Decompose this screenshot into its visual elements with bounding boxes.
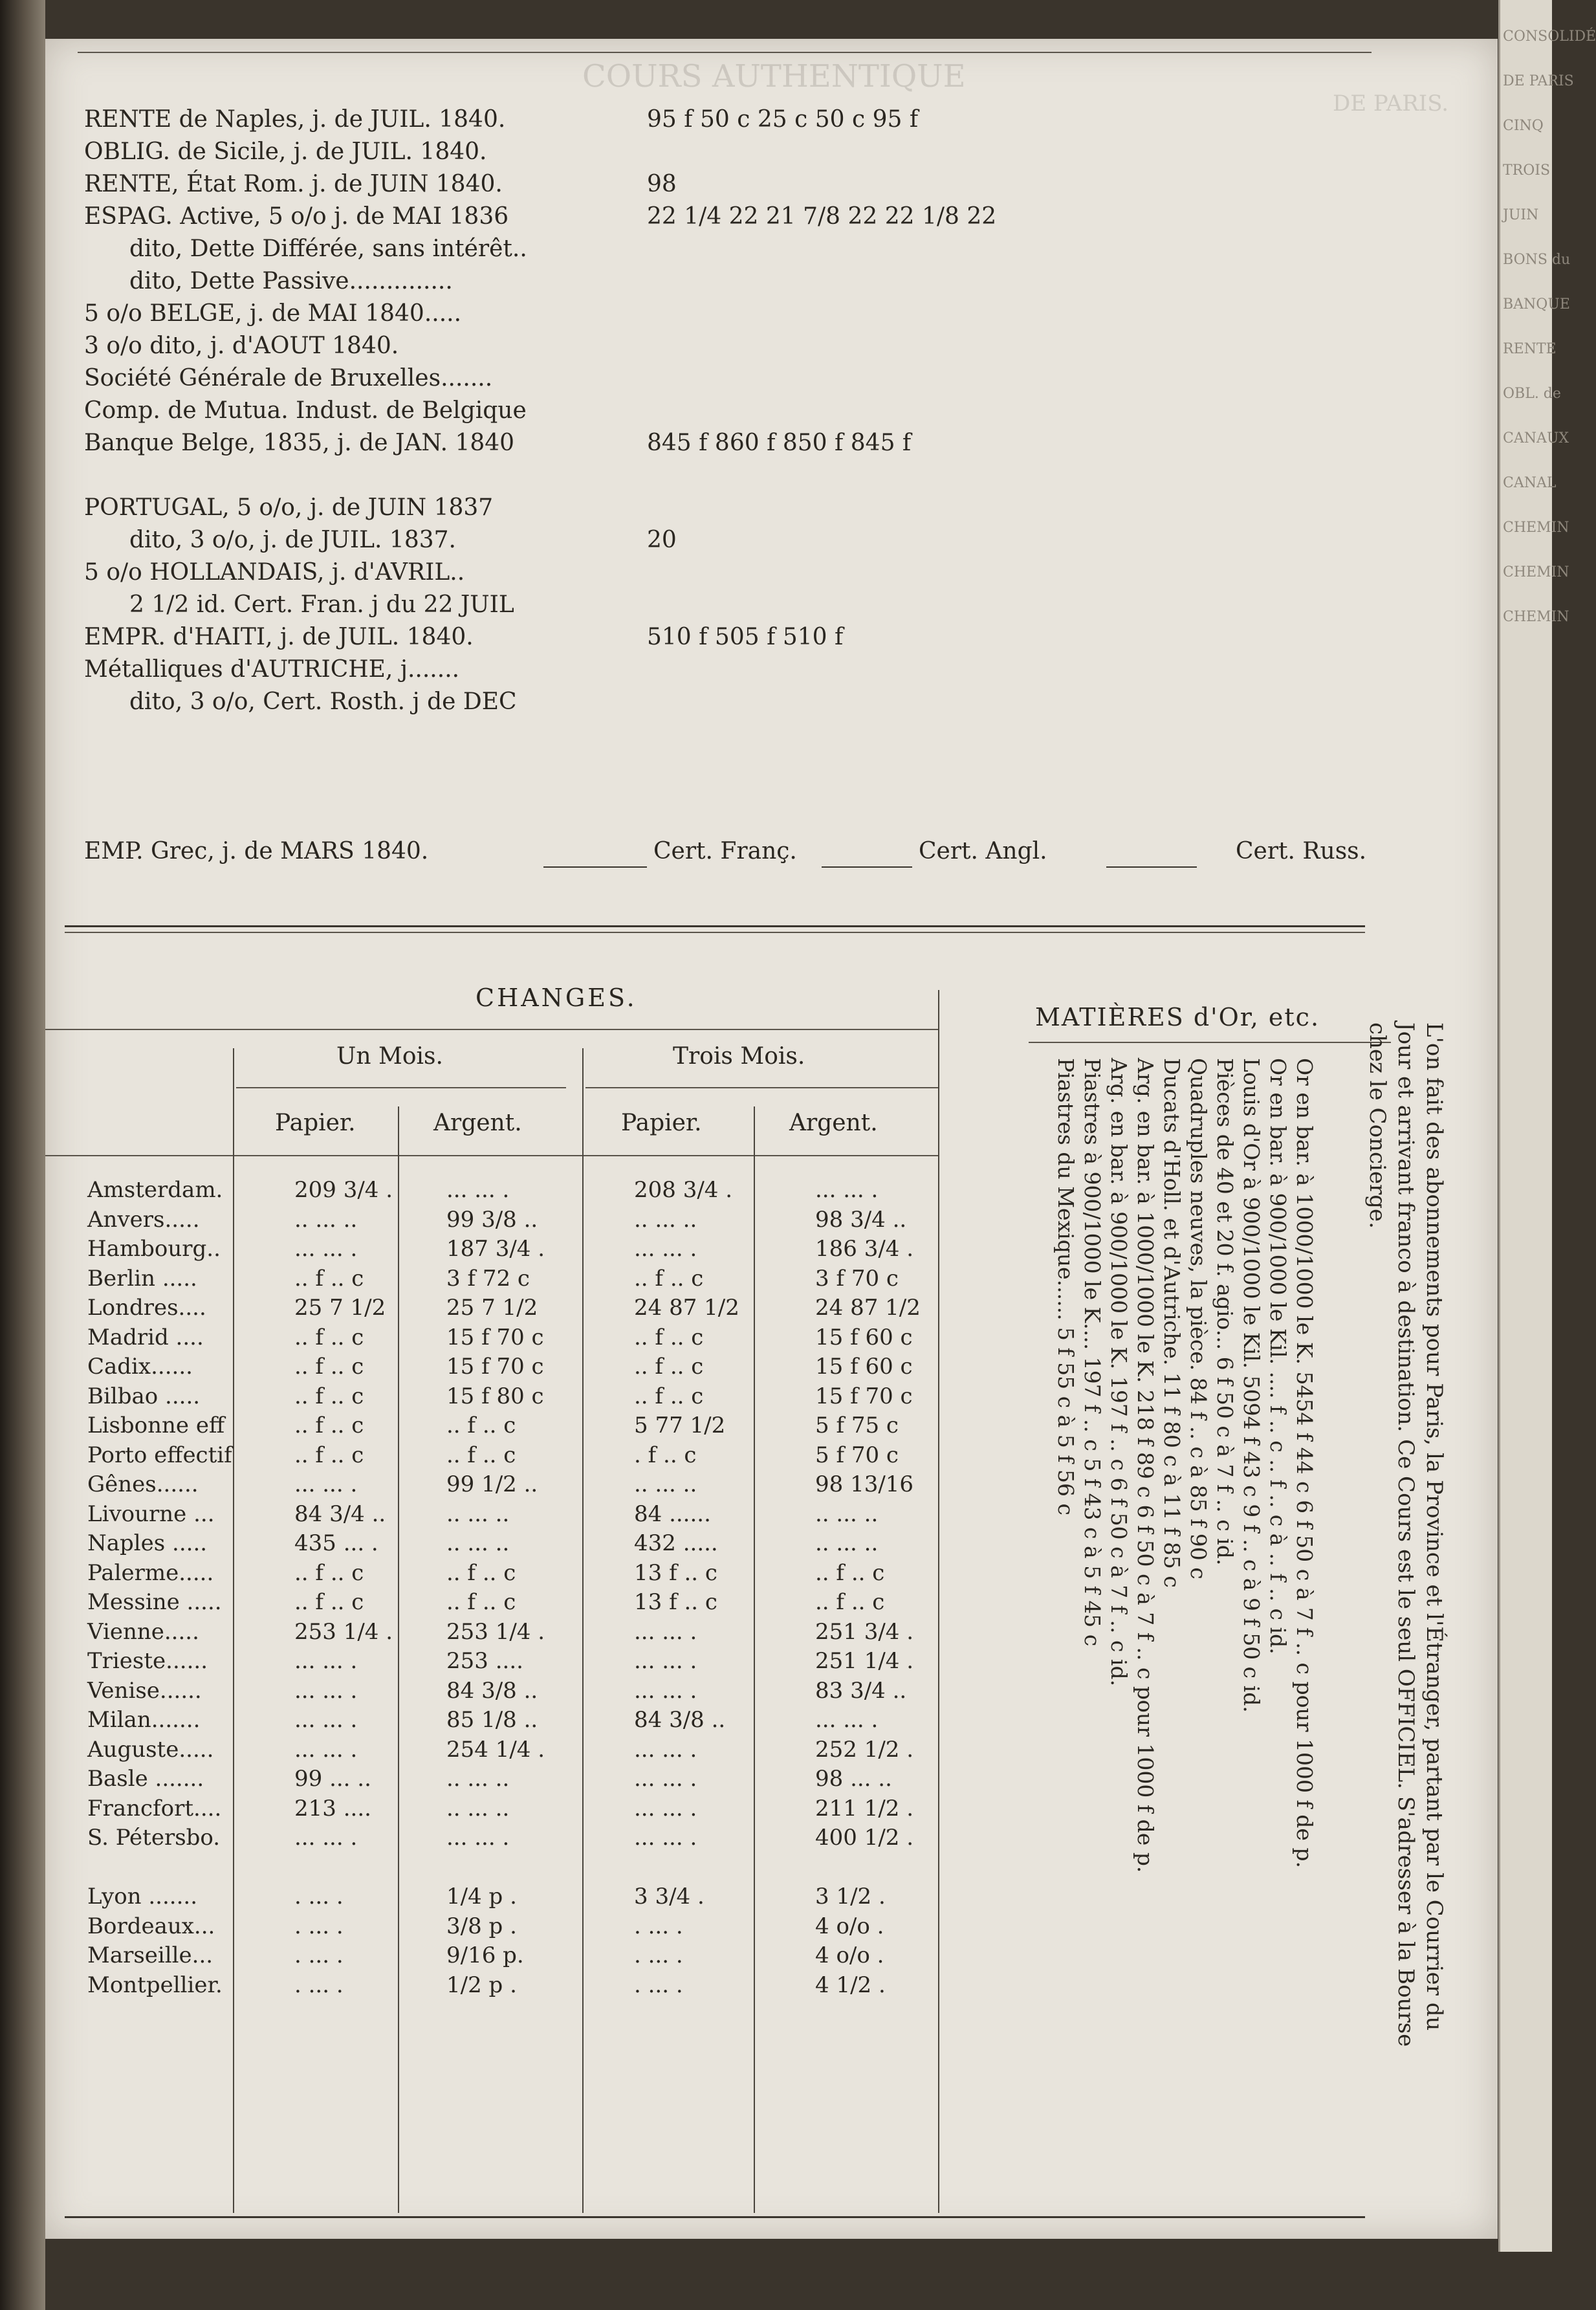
un-mois-papier: .. f .. c (294, 1442, 364, 1468)
subscription-notice: chez le Concierge. (1364, 1022, 1390, 1229)
city-name: Berlin ..... (87, 1265, 197, 1292)
city-name: Vienne..... (87, 1618, 199, 1645)
security-label: 2 1/2 id. Cert. Fran. j du 22 JUIL (129, 591, 514, 618)
exchange-row (45, 1411, 951, 1441)
changes-header-rule (45, 1155, 938, 1156)
un-mois-papier: .. f .. c (294, 1413, 364, 1438)
trois-mois-papier: 24 87 1/2 (634, 1295, 739, 1321)
un-mois-papier: . ... . (294, 1972, 344, 1998)
city-name: Messine ..... (87, 1589, 222, 1615)
security-row (84, 233, 1249, 265)
trois-mois-argent: 3 1/2 . (815, 1884, 886, 1909)
security-label: OBLIG. de Sicile, j. de JUIL. 1840. (84, 138, 487, 165)
city-name: Anvers..... (87, 1206, 200, 1233)
papier-header: Papier. (275, 1110, 356, 1136)
un-mois-argent: .. ... .. (446, 1530, 510, 1556)
exchange-row (45, 1205, 951, 1235)
un-mois-papier: .. f .. c (294, 1354, 364, 1380)
ghost-text: CANAL (1503, 475, 1557, 491)
trois-mois-papier: . ... . (634, 1972, 683, 1998)
security-row (84, 265, 1249, 298)
un-mois-papier: 213 .... (294, 1795, 371, 1821)
security-label: 3 o/o dito, j. d'AOUT 1840. (84, 333, 399, 359)
argent-header: Argent. (433, 1110, 522, 1136)
un-mois-papier: 253 1/4 . (294, 1618, 393, 1645)
un-mois-argent: 25 7 1/2 (446, 1295, 538, 1321)
subscription-notice: Jour et arrivant franco à destination. Ce Cours est le seul OFFICIEL. S'adresser à la Bourse (1393, 1022, 1419, 2047)
trois-mois-argent: .. ... .. (815, 1501, 879, 1527)
city-name: Francfort.... (87, 1795, 222, 1821)
city-name: Cadix...... (87, 1354, 193, 1380)
trois-mois-argent: ... ... . (815, 1707, 879, 1733)
cert-angl: Cert. Angl. (919, 838, 1047, 864)
ghost-text: CHEMIN (1503, 520, 1569, 536)
bleed-left: DE PARIS. (1333, 91, 1449, 116)
matiere-item: Or en bar. à 900/1000 le Kil. .... f .. c .. f .. c à .. f .. c id. (1265, 1058, 1291, 1655)
exchange-row (45, 1794, 951, 1824)
exchange-row (45, 1618, 951, 1647)
security-label: dito, 3 o/o, j. de JUIL. 1837. (129, 527, 456, 553)
trois-mois-argent: 98 13/16 (815, 1471, 914, 1497)
trois-mois-rule (585, 1087, 938, 1088)
trois-mois-papier: 84 ...... (634, 1501, 711, 1527)
exchange-row (45, 1176, 951, 1205)
exchange-row (45, 1677, 951, 1706)
trois-mois-header: Trois Mois. (673, 1043, 805, 1070)
trois-mois-papier: .. f .. c (634, 1354, 704, 1380)
cert-blank (543, 866, 647, 868)
section-rule (65, 925, 1365, 927)
city-name: Madrid .... (87, 1324, 204, 1350)
city-name: Lisbonne eff (87, 1413, 225, 1438)
trois-mois-argent: 251 1/4 . (815, 1648, 914, 1674)
section-rule-thin (65, 932, 1365, 933)
trois-mois-papier: 13 f .. c (634, 1589, 717, 1615)
city-name: Amsterdam. (87, 1177, 223, 1203)
security-row (84, 556, 1249, 589)
un-mois-papier: ... ... . (294, 1677, 358, 1704)
un-mois-papier: ... ... . (294, 1736, 358, 1763)
trois-mois-papier: ... ... . (634, 1677, 697, 1704)
argent-header: Argent. (789, 1110, 878, 1136)
un-mois-argent: .. f .. c (446, 1559, 516, 1586)
securities-list (84, 104, 1249, 718)
un-mois-argent: .. f .. c (446, 1442, 516, 1468)
exchange-row (45, 1588, 951, 1618)
un-mois-argent: 15 f 70 c (446, 1354, 544, 1380)
matiere-item: Or en bar. à 1000/1000 le K. 5454 f 44 c 6 f 50 c à 7 f .. c pour 1000 f de p. (1292, 1058, 1317, 1868)
cert-russ: Cert. Russ. (1236, 838, 1367, 864)
un-mois-argent: 84 3/8 .. (446, 1677, 538, 1704)
trois-mois-argent: 83 3/4 .. (815, 1677, 907, 1704)
un-mois-argent: 3 f 72 c (446, 1265, 530, 1292)
city-name: S. Pétersbo. (87, 1825, 221, 1851)
security-label: 5 o/o BELGE, j. de MAI 1840..... (84, 300, 462, 327)
cert-blank (822, 866, 912, 868)
un-mois-papier: .. f .. c (294, 1265, 364, 1292)
security-row (84, 492, 1249, 524)
city-name: Palerme..... (87, 1559, 214, 1586)
exchange-row (45, 1971, 951, 2001)
trois-mois-papier: ... ... . (634, 1236, 697, 1262)
un-mois-papier: .. ... .. (294, 1206, 358, 1233)
trois-mois-papier: .. f .. c (634, 1324, 704, 1350)
un-mois-papier: 209 3/4 . (294, 1177, 393, 1203)
security-label: 5 o/o HOLLANDAIS, j. d'AVRIL.. (84, 559, 465, 586)
un-mois-papier: . ... . (294, 1884, 344, 1909)
ghost-text: TROIS (1503, 162, 1551, 179)
un-mois-papier: ... ... . (294, 1471, 358, 1497)
un-mois-argent: ... ... . (446, 1825, 510, 1851)
un-mois-argent: 99 3/8 .. (446, 1206, 538, 1233)
city-name: Bilbao ..... (87, 1383, 201, 1409)
ghost-text: CONSOLIDÉ (1503, 28, 1596, 45)
security-row (84, 686, 1249, 718)
exchange-row (45, 1706, 951, 1735)
trois-mois-papier: ... ... . (634, 1736, 697, 1763)
top-rule (78, 52, 1372, 53)
exchange-row (45, 1235, 951, 1264)
un-mois-papier: . ... . (294, 1913, 344, 1939)
security-row (84, 362, 1249, 395)
matiere-item: Pièces de 40 et 20 f. agio... 6 f 50 c à 7 f .. c id. (1212, 1058, 1238, 1566)
trois-mois-argent: 24 87 1/2 (815, 1295, 921, 1321)
security-label: dito, Dette Passive.............. (129, 268, 453, 294)
un-mois-papier: .. f .. c (294, 1383, 364, 1409)
exchange-row (45, 1529, 951, 1559)
un-mois-rule (236, 1087, 566, 1088)
city-name: Basle ....... (87, 1766, 204, 1792)
trois-mois-papier: ... ... . (634, 1795, 697, 1821)
trois-mois-papier: . ... . (634, 1942, 683, 1968)
un-mois-papier: ... ... . (294, 1236, 358, 1262)
matiere-item: Quadruples neuves, la pièce. 84 f .. c à 85 f 90 c (1186, 1058, 1211, 1579)
matieres-title: MATIÈRES d'Or, etc. (1035, 1003, 1320, 1031)
security-row (84, 395, 1249, 427)
un-mois-papier: .. f .. c (294, 1559, 364, 1586)
security-quote: 98 (647, 171, 677, 197)
trois-mois-papier: ... ... . (634, 1825, 697, 1851)
city-name: Porto effectif (87, 1442, 232, 1468)
exchange-row (45, 1647, 951, 1677)
matieres-panel (1009, 996, 1462, 2226)
trois-mois-papier: ... ... . (634, 1766, 697, 1792)
exchange-row (45, 1823, 951, 1853)
exchange-row (45, 1441, 951, 1471)
changes-rule (45, 1029, 938, 1030)
ghost-text: DE PARIS (1503, 73, 1574, 89)
trois-mois-argent: 251 3/4 . (815, 1618, 914, 1645)
security-quote: 845 f 860 f 850 f 845 f (647, 430, 912, 456)
city-name: Milan....... (87, 1707, 201, 1733)
exchange-row (45, 1382, 951, 1412)
trois-mois-papier: 13 f .. c (634, 1559, 717, 1586)
un-mois-argent: 99 1/2 .. (446, 1471, 538, 1497)
changes-title: CHANGES. (476, 984, 637, 1012)
exchange-row (45, 1941, 951, 1971)
city-name: Livourne ... (87, 1501, 215, 1527)
city-name: Marseille... (87, 1942, 213, 1968)
city-name: Auguste..... (87, 1736, 214, 1763)
cert-blank (1106, 866, 1197, 868)
trois-mois-argent: 98 ... .. (815, 1766, 892, 1792)
security-label: Métalliques d'AUTRICHE, j....... (84, 656, 460, 683)
city-name: Londres.... (87, 1295, 206, 1321)
trois-mois-argent: 98 3/4 .. (815, 1206, 907, 1233)
security-label: dito, Dette Différée, sans intérêt.. (129, 236, 527, 262)
exchange-row (45, 1559, 951, 1589)
un-mois-argent: 3/8 p . (446, 1913, 517, 1939)
exchange-row (45, 1882, 951, 1912)
trois-mois-argent: .. f .. c (815, 1589, 885, 1615)
exchange-row (45, 1323, 951, 1353)
trois-mois-papier: .. ... .. (634, 1471, 697, 1497)
exchange-row (45, 1293, 951, 1323)
security-label: RENTE, État Rom. j. de JUIN 1840. (84, 171, 503, 197)
subscription-notice: L'on fait des abonnements pour Paris, la Province et l'Étranger, partant par le Courrier du (1421, 1022, 1447, 2031)
city-name: Hambourg.. (87, 1236, 221, 1262)
un-mois-argent: .. ... .. (446, 1766, 510, 1792)
un-mois-argent: 1/4 p . (446, 1884, 517, 1909)
trois-mois-papier: 5 77 1/2 (634, 1413, 726, 1438)
matiere-item: Arg. en bar. à 900/1000 le K. 197 f .. c 6 f 50 c à 7 f .. c id. (1106, 1058, 1131, 1687)
un-mois-argent: .. ... .. (446, 1795, 510, 1821)
security-row (84, 621, 1249, 654)
un-mois-argent: ... ... . (446, 1177, 510, 1203)
exchange-row (45, 1500, 951, 1530)
trois-mois-papier: 208 3/4 . (634, 1177, 733, 1203)
city-name: Bordeaux... (87, 1913, 215, 1939)
trois-mois-argent: 400 1/2 . (815, 1825, 914, 1851)
security-row (84, 589, 1249, 621)
security-label: Société Générale de Bruxelles....... (84, 365, 493, 391)
matieres-rule (1029, 1042, 1391, 1043)
security-row (84, 136, 1249, 168)
matiere-item: Piastres du Mexique...... 5 f 55 c à 5 f 56 c (1053, 1058, 1078, 1516)
un-mois-argent: .. ... .. (446, 1501, 510, 1527)
ghost-text: RENTE (1503, 341, 1557, 357)
bleed-title: COURS AUTHENTIQUE (582, 58, 966, 94)
exchange-row (45, 1765, 951, 1794)
security-label: Banque Belge, 1835, j. de JAN. 1840 (84, 430, 515, 456)
security-label: PORTUGAL, 5 o/o, j. de JUIN 1837 (84, 494, 494, 521)
exchange-row (45, 1735, 951, 1765)
un-mois-argent: .. f .. c (446, 1413, 516, 1438)
bottom-rule (65, 2216, 1365, 2218)
security-row (84, 104, 1249, 136)
un-mois-papier: ... ... . (294, 1707, 358, 1733)
trois-mois-argent: 5 f 70 c (815, 1442, 899, 1468)
trois-mois-papier: .. f .. c (634, 1383, 704, 1409)
security-label: Comp. de Mutua. Indust. de Belgique (84, 397, 527, 424)
trois-mois-argent: .. f .. c (815, 1559, 885, 1586)
exchange-row (45, 1264, 951, 1294)
trois-mois-papier: . ... . (634, 1913, 683, 1939)
trois-mois-argent: 15 f 70 c (815, 1383, 913, 1409)
exchange-row (45, 1470, 951, 1500)
un-mois-papier: . ... . (294, 1942, 344, 1968)
trois-mois-argent: 252 1/2 . (815, 1736, 914, 1763)
un-mois-header: Un Mois. (336, 1043, 443, 1070)
ledger-page (45, 39, 1498, 2239)
emp-grec-label: EMP. Grec, j. de MARS 1840. (84, 838, 429, 864)
ghost-text: CHEMIN (1503, 609, 1569, 625)
un-mois-argent: 1/2 p . (446, 1972, 517, 1998)
un-mois-argent: 253 1/4 . (446, 1618, 545, 1645)
security-label: RENTE de Naples, j. de JUIL. 1840. (84, 106, 506, 133)
trois-mois-argent: 4 1/2 . (815, 1972, 886, 1998)
security-row (84, 524, 1249, 556)
book-spine (0, 0, 45, 2310)
security-quote: 22 1/4 22 21 7/8 22 22 1/8 22 (647, 203, 997, 230)
un-mois-argent: 15 f 70 c (446, 1324, 544, 1350)
security-label: EMPR. d'HAITI, j. de JUIL. 1840. (84, 624, 474, 650)
ghost-text: BONS du (1503, 252, 1571, 268)
matiere-item: Louis d'Or à 900/1000 le Kil. 5094 f 43 c 9 f .. c à 9 f 50 c id. (1239, 1058, 1264, 1713)
un-mois-papier: .. f .. c (294, 1589, 364, 1615)
trois-mois-argent: 3 f 70 c (815, 1265, 899, 1292)
papier-header: Papier. (621, 1110, 702, 1136)
un-mois-papier: 25 7 1/2 (294, 1295, 386, 1321)
trois-mois-argent: 15 f 60 c (815, 1324, 913, 1350)
ghost-text: OBL. de (1503, 386, 1561, 402)
trois-mois-papier: 432 ..... (634, 1530, 718, 1556)
adjacent-page-edge (1498, 0, 1596, 2252)
security-row (84, 298, 1249, 330)
un-mois-papier: 435 ... . (294, 1530, 378, 1556)
city-name: Montpellier. (87, 1972, 223, 1998)
exchange-row (45, 1352, 951, 1382)
security-row (84, 201, 1249, 233)
un-mois-papier: ... ... . (294, 1648, 358, 1674)
security-quote: 20 (647, 527, 677, 553)
changes-table (45, 1176, 951, 2000)
trois-mois-argent: 4 o/o . (815, 1942, 884, 1968)
un-mois-argent: 9/16 p. (446, 1942, 524, 1968)
trois-mois-papier: ... ... . (634, 1618, 697, 1645)
cert-franc: Cert. Franç. (653, 838, 797, 864)
matiere-item: Ducats d'Holl. et d'Autriche. 11 f 80 c à 11 f 85 c (1159, 1058, 1185, 1588)
un-mois-papier: ... ... . (294, 1825, 358, 1851)
security-label: ESPAG. Active, 5 o/o j. de MAI 1836 (84, 203, 509, 230)
ghost-text: CHEMIN (1503, 564, 1569, 580)
un-mois-argent: 187 3/4 . (446, 1236, 545, 1262)
trois-mois-argent: 4 o/o . (815, 1913, 884, 1939)
trois-mois-argent: 15 f 60 c (815, 1354, 913, 1380)
security-row (84, 427, 1249, 459)
matiere-item: Arg. en bar. à 1000/1000 le K. 218 f 89 c 6 f 50 c à 7 f .. c pour 1000 f de p. (1133, 1058, 1158, 1873)
un-mois-argent: 85 1/8 .. (446, 1707, 538, 1733)
matiere-item: Piastres à 900/1000 le K.... 197 f .. c 5 f 43 c à 5 f 45 c (1080, 1058, 1105, 1647)
city-name: Venise...... (87, 1677, 202, 1704)
security-row (84, 330, 1249, 362)
un-mois-argent: 253 .... (446, 1648, 523, 1674)
ghost-text: JUIN (1503, 207, 1539, 223)
trois-mois-papier: ... ... . (634, 1648, 697, 1674)
un-mois-papier: .. f .. c (294, 1324, 364, 1350)
ghost-text: BANQUE (1503, 296, 1570, 313)
un-mois-argent: 15 f 80 c (446, 1383, 544, 1409)
trois-mois-argent: 5 f 75 c (815, 1413, 899, 1438)
security-quote: 510 f 505 f 510 f (647, 624, 844, 650)
trois-mois-argent: .. ... .. (815, 1530, 879, 1556)
trois-mois-papier: 3 3/4 . (634, 1884, 705, 1909)
city-name: Gênes...... (87, 1471, 199, 1497)
city-name: Trieste...... (87, 1648, 208, 1674)
trois-mois-papier: .. ... .. (634, 1206, 697, 1233)
ghost-text: CINQ (1503, 118, 1544, 134)
un-mois-argent: 254 1/4 . (446, 1736, 545, 1763)
ghost-text: CANAUX (1503, 430, 1569, 446)
un-mois-argent: .. f .. c (446, 1589, 516, 1615)
un-mois-papier: 99 ... .. (294, 1766, 371, 1792)
security-row (84, 459, 1249, 492)
trois-mois-papier: .. f .. c (634, 1265, 704, 1292)
security-label: dito, 3 o/o, Cert. Rosth. j de DEC (129, 688, 517, 715)
city-name: Lyon ....... (87, 1884, 198, 1909)
trois-mois-papier: 84 3/8 .. (634, 1707, 726, 1733)
exchange-row (45, 1853, 951, 1883)
city-name: Naples ..... (87, 1530, 208, 1556)
trois-mois-argent: 211 1/2 . (815, 1795, 914, 1821)
trois-mois-argent: 186 3/4 . (815, 1236, 914, 1262)
trois-mois-argent: ... ... . (815, 1177, 879, 1203)
trois-mois-papier: . f .. c (634, 1442, 697, 1468)
security-quote: 95 f 50 c 25 c 50 c 95 f (647, 106, 919, 133)
security-row (84, 168, 1249, 201)
un-mois-papier: 84 3/4 .. (294, 1501, 386, 1527)
exchange-row (45, 1912, 951, 1942)
security-row (84, 654, 1249, 686)
